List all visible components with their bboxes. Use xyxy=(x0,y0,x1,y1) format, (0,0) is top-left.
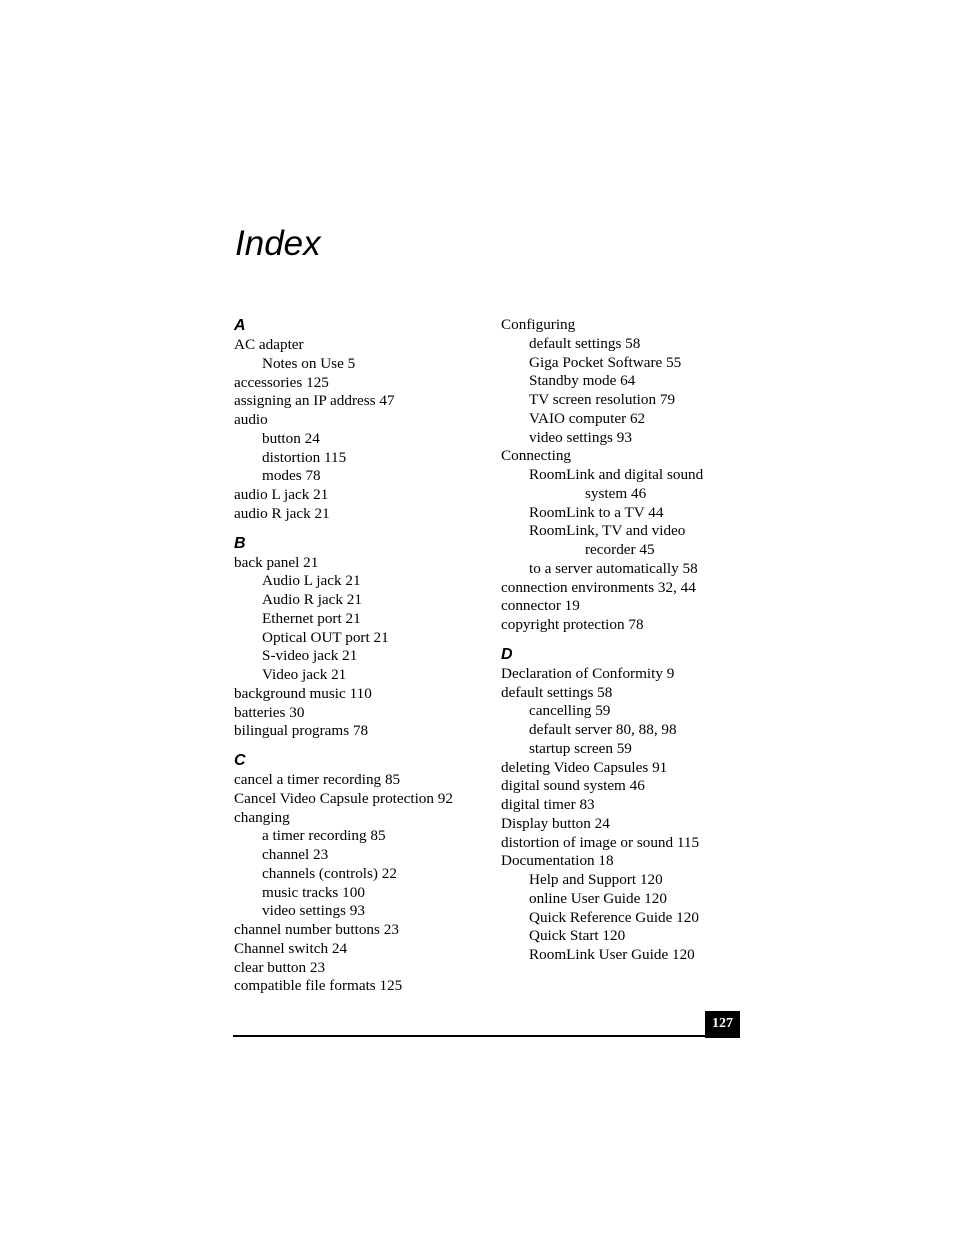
index-subentry: channels (controls) 22 xyxy=(262,864,397,882)
page-title: Index xyxy=(235,224,321,263)
index-subentry: video settings 93 xyxy=(529,428,632,446)
index-subentry: Audio L jack 21 xyxy=(262,572,361,590)
section-letter-c: C xyxy=(234,752,246,769)
index-entry: back panel 21 xyxy=(234,553,319,571)
index-subentry: music tracks 100 xyxy=(262,883,365,901)
page-number: 127 xyxy=(705,1011,740,1038)
index-subentry: Standby mode 64 xyxy=(529,372,636,390)
index-entry: AC adapter xyxy=(234,336,304,353)
index-entry: Configuring xyxy=(501,316,576,333)
index-subentry: Quick Reference Guide 120 xyxy=(529,908,699,926)
index-subentry: VAIO computer 62 xyxy=(529,409,646,427)
index-subentry: RoomLink and digital sound xyxy=(529,466,704,483)
index-entry: digital sound system 46 xyxy=(501,777,645,795)
index-subentry: Quick Start 120 xyxy=(529,927,626,945)
index-entry: distortion of image or sound 115 xyxy=(501,833,700,851)
index-subentry: modes 78 xyxy=(262,467,321,485)
index-subentry: default server 80, 88, 98 xyxy=(529,721,677,738)
index-entry: connector 19 xyxy=(501,597,580,615)
index-entry: audio xyxy=(234,411,268,428)
index-subentry: Help and Support 120 xyxy=(529,871,663,888)
index-entry: connection environments 32, 44 xyxy=(501,578,696,596)
index-entry: batteries 30 xyxy=(234,703,305,721)
index-entry: deleting Video Capsules 91 xyxy=(501,758,668,776)
index-subentry: video settings 93 xyxy=(262,902,365,920)
index-entry: Documentation 18 xyxy=(501,852,614,870)
index-entry: bilingual programs 78 xyxy=(234,722,369,740)
index-entry: clear button 23 xyxy=(234,958,326,976)
index-entry: changing xyxy=(234,808,290,826)
section-letter-b: B xyxy=(234,534,246,552)
section-letter-a: A xyxy=(234,317,246,334)
index-subentry: a timer recording 85 xyxy=(262,827,386,845)
index-entry: Declaration of Conformity 9 xyxy=(501,664,675,682)
index-entry: Connecting xyxy=(501,447,572,465)
index-entry: cancel a timer recording 85 xyxy=(234,771,401,788)
index-entry: accessories 125 xyxy=(234,373,329,391)
index-entry: digital timer 83 xyxy=(501,796,595,813)
index-subentry: Giga Pocket Software 55 xyxy=(529,353,682,371)
index-column-left xyxy=(234,316,484,996)
index-subentry: startup screen 59 xyxy=(529,739,632,757)
index-entry: background music 110 xyxy=(234,684,372,702)
index-subentry: button 24 xyxy=(262,429,320,447)
index-entry: channel number buttons 23 xyxy=(234,921,399,938)
index-subentry: online User Guide 120 xyxy=(529,889,667,907)
index-subentry: S-video jack 21 xyxy=(262,647,358,665)
index-subentry: Audio R jack 21 xyxy=(262,591,362,608)
index-subentry: cancelling 59 xyxy=(529,702,611,720)
index-entry: copyright protection 78 xyxy=(501,616,644,633)
index-subentry: recorder 45 xyxy=(585,541,655,558)
index-subentry: Video jack 21 xyxy=(262,666,347,683)
index-subentry: default settings 58 xyxy=(529,334,641,352)
index-subentry: channel 23 xyxy=(262,846,329,863)
index-subentry: RoomLink User Guide 120 xyxy=(529,946,695,963)
index-entry: Display button 24 xyxy=(501,814,610,832)
index-subentry: Optical OUT port 21 xyxy=(262,628,389,646)
footer-rule xyxy=(233,1035,705,1037)
section-letter-d: D xyxy=(501,645,513,663)
index-subentry: Ethernet port 21 xyxy=(262,609,361,627)
index-entry: Cancel Video Capsule protection 92 xyxy=(234,789,453,807)
index-subentry: system 46 xyxy=(585,484,647,502)
index-entry: compatible file formats 125 xyxy=(234,977,403,995)
index-column-right xyxy=(501,316,751,965)
index-entry: assigning an IP address 47 xyxy=(234,392,395,410)
index-entry: audio L jack 21 xyxy=(234,486,329,503)
index-subentry: to a server automatically 58 xyxy=(529,559,698,577)
index-entry: audio R jack 21 xyxy=(234,504,330,522)
index-subentry: Notes on Use 5 xyxy=(262,354,356,372)
index-subentry: RoomLink, TV and video xyxy=(529,522,686,540)
index-subentry: distortion 115 xyxy=(262,448,347,466)
index-subentry: RoomLink to a TV 44 xyxy=(529,503,664,521)
index-entry: default settings 58 xyxy=(501,683,613,701)
index-entry: Channel switch 24 xyxy=(234,939,348,957)
index-subentry: TV screen resolution 79 xyxy=(529,391,676,408)
